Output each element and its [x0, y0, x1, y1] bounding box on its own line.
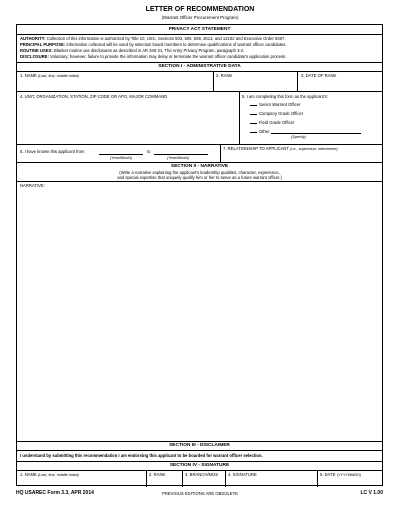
option-senior-wo[interactable]: Senior Warrant Officer [259, 102, 301, 107]
narrative-field[interactable]: NARRATIVE: [20, 183, 45, 188]
editions-notice: PREVIOUS EDITIONS ARE OBSOLETE [162, 491, 238, 496]
narrative-instructions-1: (Write a narrative explaining the applicant's leadership qualities, character, experience, [119, 170, 280, 175]
known-to-label: to [147, 149, 151, 154]
known-to-hint: (Year/Month) [167, 156, 189, 160]
other-specify-line[interactable] [271, 133, 361, 134]
disclaimer-text: I understand by submitting this recommendation I am endorsing this applicant to be boarded for warrant officer selection. [20, 453, 263, 458]
uses-label: ROUTINE USES: [20, 48, 53, 53]
specify-hint: (Specify) [291, 135, 306, 139]
known-from-label: 6. I have known this applicant from [20, 149, 85, 154]
version-label: LC V 1.00 [360, 490, 383, 496]
section4-heading: SECTION IV - SIGNATURE [169, 463, 230, 468]
disclosure-text: Voluntary; however, failure to provide the information may delay or terminate the warrant officer candidate's application process. [50, 54, 287, 59]
date-of-rank-field[interactable]: 3. DATE OF RANK [301, 73, 337, 78]
privacy-disclosure [20, 54, 286, 60]
option-field-grade[interactable]: Field Grade Officer [259, 120, 295, 125]
option-company-grade-blank[interactable] [250, 114, 257, 115]
authority-text: Collection of this information is authorized by Title 10, USC, Sections 503, 505, 508, 3013, and 12102 and Executive Order 9397. [46, 36, 286, 41]
option-other[interactable]: Other [259, 129, 270, 134]
option-company-grade[interactable]: Company Grade Officer [259, 111, 304, 116]
known-from-hint: (Year/Month) [110, 156, 132, 160]
form-body [16, 24, 383, 486]
option-field-grade-blank[interactable] [250, 123, 257, 124]
privacy-purpose [20, 42, 287, 48]
signer-branch-field[interactable]: 3. BRANCH/MOS [185, 472, 219, 477]
section3-heading: SECTION III - DISCLAIMER [169, 443, 230, 448]
option-senior-wo-blank[interactable] [250, 105, 257, 106]
relationship-field[interactable]: 7. RELATIONSHIP TO APPLICANT (i.e., supervisor, interviewer) [223, 146, 338, 151]
signer-name-field[interactable]: 1. NAME (Last, first, middle initial) [20, 472, 79, 477]
completing-label: 5. I am completing this form as the applicant's: [242, 94, 328, 99]
signer-date-field[interactable]: 5. DATE (YYYYMMDD) [320, 472, 362, 477]
section2-heading: SECTION II - NARRATIVE [170, 164, 229, 169]
name-field[interactable]: 1. NAME (Last, first, middle initial) [20, 73, 79, 78]
privacy-heading: PRIVACY ACT STATEMENT [168, 27, 231, 32]
disclosure-label: DISCLOSURE: [20, 54, 49, 59]
option-other-blank[interactable] [250, 132, 257, 133]
known-from-line[interactable] [99, 154, 143, 155]
signature-field[interactable]: 4. SIGNATURE [228, 472, 257, 477]
unit-field[interactable]: 4. UNIT, ORGANIZATION, STATION, ZIP CODE OR APO, MAJOR COMMAND [20, 94, 168, 99]
authority-label: AUTHORITY: [20, 36, 46, 41]
narrative-instructions-2: and special expertise that uniquely qualify him or her to serve as a future warrant officer.) [117, 175, 282, 180]
form-title: LETTER OF RECOMMENDATION [145, 6, 255, 13]
purpose-text: Information collected will be used by selection board members to determine qualifications of warrant officer candidates. [66, 42, 287, 47]
form-identifier: HQ USAREC Form 3.3, APR 2014 [16, 490, 94, 496]
privacy-authority [20, 36, 286, 42]
form-subtitle: (Warrant Officer Procurement Program) [161, 15, 239, 20]
purpose-label: PRINCIPAL PURPOSE: [20, 42, 66, 47]
section1-heading: SECTION I - ADMINISTRATIVE DATA [158, 64, 241, 69]
signer-rank-field[interactable]: 2. RANK [149, 472, 166, 477]
uses-text: Blanket routine use disclosures as described in AR 340-21, The Army Privacy Program, paragraph 3-2. [53, 48, 245, 53]
rank-field[interactable]: 2. RANK [216, 73, 233, 78]
privacy-uses [20, 48, 244, 54]
known-to-line[interactable] [154, 154, 208, 155]
